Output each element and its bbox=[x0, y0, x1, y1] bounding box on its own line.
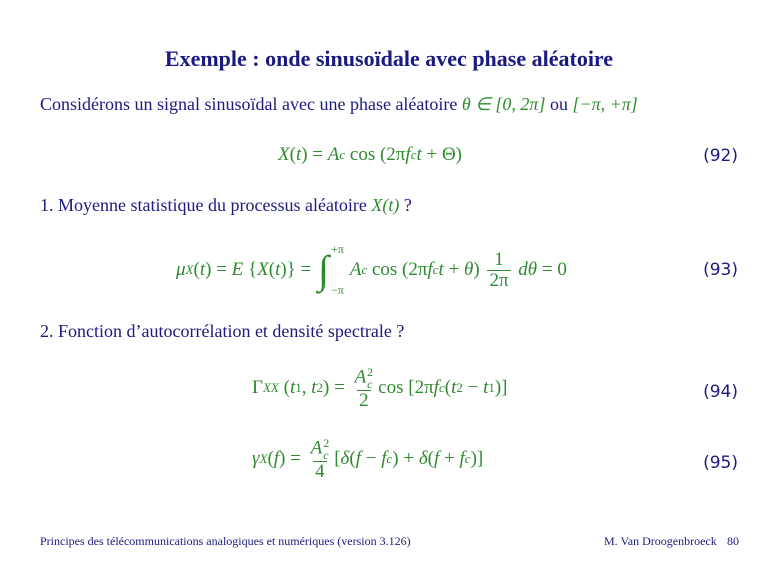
equation-number-92: (92) bbox=[703, 146, 738, 166]
equation-95: γ X ( f ) = A 2 c 4 [ δ ( f − f c ) + δ ( f + f c )] bbox=[252, 436, 484, 482]
footer-page-number: 80 bbox=[727, 534, 739, 548]
list-item-1 bbox=[40, 195, 412, 216]
intro-text: Considérons un signal sinusoïdal avec une phase aléatoire bbox=[40, 94, 458, 114]
list-item-1-text: Moyenne statistique du processus aléatoire bbox=[58, 195, 367, 215]
equation-93: μ X ( t ) = E { X ( t )} = ∫ +π −π A c cos (2π f c t + θ ) $\frac{1}{2\pi}$ dθ = 0 bbox=[176, 242, 567, 297]
list-item-2-text: Fonction d’autocorrélation et densité spectrale ? bbox=[58, 321, 405, 341]
equation-92: X ( t ) = A c cos (2π f c t + Θ) bbox=[278, 144, 463, 165]
intro-connector: ou bbox=[549, 94, 568, 114]
equation-number-95: (95) bbox=[703, 453, 738, 473]
equation-number-94: (94) bbox=[703, 382, 738, 402]
equation-94: Γ XX ( t 1 , t 2 ) = A 2 c 2 cos [2π f c ( t 2 − t 1 )] bbox=[252, 365, 508, 411]
intro-line bbox=[40, 94, 638, 115]
slide-title: Exemple : onde sinusoïdale avec phase aléatoire bbox=[164, 46, 614, 71]
list-item-1-math: X(t) bbox=[371, 195, 400, 215]
footer-author: M. Van Droogenbroeck bbox=[604, 534, 717, 548]
footer-course-title: Principes des télécommunications analogiques et numériques (version 3.126) bbox=[40, 534, 411, 548]
list-item-1-index: 1. bbox=[40, 195, 54, 215]
intro-math-range-2: [−π, +π] bbox=[572, 94, 638, 114]
intro-math-range-1: θ ∈ [0, 2π] bbox=[461, 94, 546, 114]
list-item-1-end: ? bbox=[399, 195, 412, 215]
list-item-2 bbox=[40, 321, 404, 342]
equation-number-93: (93) bbox=[703, 260, 738, 280]
list-item-2-index: 2. bbox=[40, 321, 54, 341]
